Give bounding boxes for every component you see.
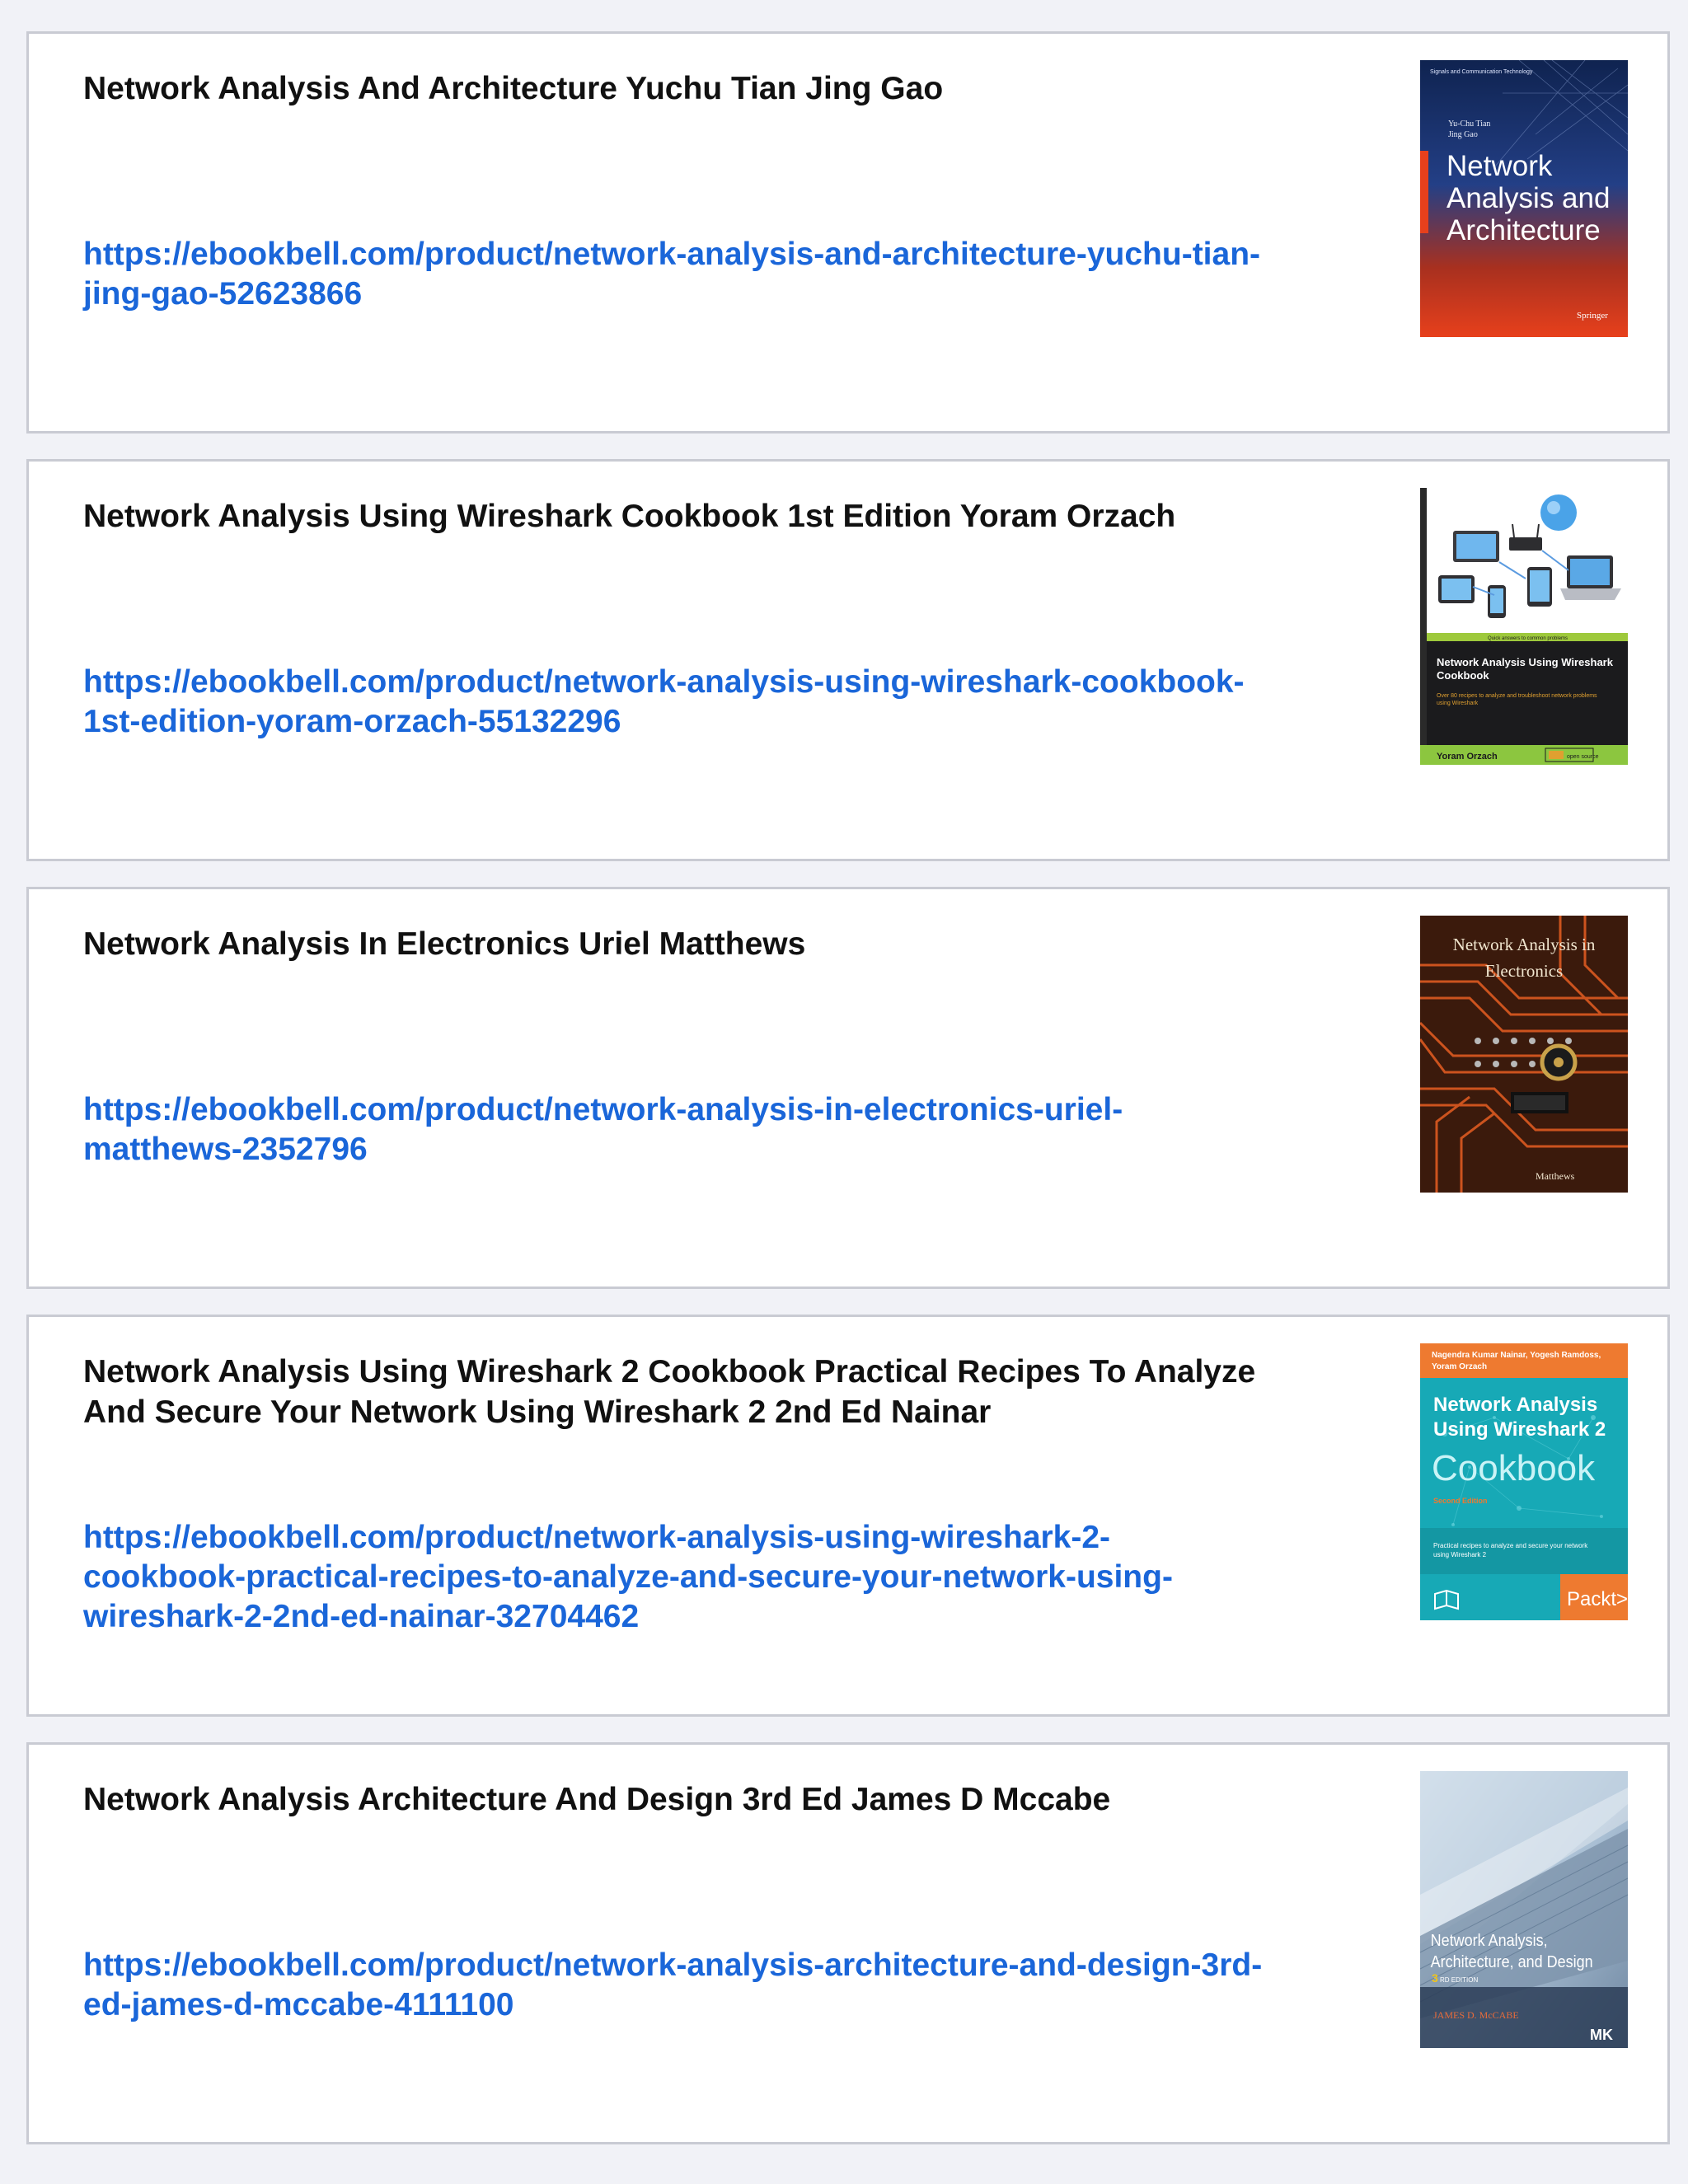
cover-tagline-text: Quick answers to common problems bbox=[1488, 636, 1568, 641]
cover-author-text: Matthews bbox=[1536, 1170, 1575, 1182]
book-cover-art bbox=[1420, 488, 1628, 765]
results-list bbox=[26, 31, 1670, 2170]
result-link[interactable]: https://ebookbell.com/product/network-analysis-using-wireshark-cookbook-1st-edition-yoram-orzach-55132296 bbox=[83, 664, 1245, 739]
result-link[interactable]: https://ebookbell.com/product/network-analysis-using-wireshark-2-cookbook-practical-recipes-to-analyze-and-secure-your-network-using-wireshark-2-2nd-ed-nainar-32704462 bbox=[83, 1520, 1173, 1634]
cover-subtitle-text: Over 80 recipes to analyze and troubleshoot network problems bbox=[1437, 693, 1597, 699]
result-link[interactable]: https://ebookbell.com/product/network-analysis-in-electronics-uriel-matthews-2352796 bbox=[83, 1092, 1123, 1167]
cover-title-text: Analysis and bbox=[1447, 182, 1611, 214]
book-cover-image[interactable] bbox=[1420, 1343, 1628, 1620]
cover-publisher-text: Packt> bbox=[1567, 1588, 1628, 1610]
result-title: Network Analysis And Architecture Yuchu Tian Jing Gao bbox=[83, 71, 944, 106]
cover-title-text: Cookbook bbox=[1437, 669, 1489, 682]
cover-title-text: Using Wireshark 2 bbox=[1433, 1418, 1606, 1441]
book-cover-image[interactable] bbox=[1420, 488, 1628, 765]
book-cover-art bbox=[1420, 916, 1628, 1193]
result-title: Network Analysis Using Wireshark 2 Cookbook Practical Recipes To Analyze And Secure Your Network Using Wireshark 2 2nd Ed Nainar bbox=[83, 1354, 1256, 1430]
book-cover-image[interactable] bbox=[1420, 916, 1628, 1193]
cover-author-text: Yu-Chu Tian bbox=[1448, 120, 1491, 129]
cover-series-text: Signals and Communication Technology bbox=[1430, 69, 1533, 75]
result-link[interactable]: https://ebookbell.com/product/network-analysis-and-architecture-yuchu-tian-jing-gao-52623866 bbox=[83, 237, 1261, 312]
result-card bbox=[26, 1315, 1670, 1717]
cover-title-text: Network bbox=[1447, 150, 1553, 182]
cover-title-text: Network Analysis, bbox=[1430, 1932, 1548, 1951]
cover-title-text: Network Analysis Using Wireshark bbox=[1437, 656, 1613, 668]
cover-title-text: Architecture bbox=[1447, 214, 1601, 246]
cover-publisher-text: open source bbox=[1567, 754, 1599, 760]
cover-title-text: Electronics bbox=[1484, 961, 1564, 981]
book-cover-art bbox=[1420, 1343, 1628, 1620]
result-card bbox=[26, 1742, 1670, 2144]
cover-edition-number: 3 bbox=[1432, 1971, 1438, 1985]
cover-publisher-text: MK bbox=[1590, 2027, 1613, 2043]
cover-subtitle-text: using Wireshark 2 bbox=[1433, 1551, 1487, 1558]
result-card bbox=[26, 31, 1670, 434]
cover-title-text: Architecture, and Design bbox=[1430, 1953, 1593, 1972]
result-title: Network Analysis Using Wireshark Cookbook 1st Edition Yoram Orzach bbox=[83, 499, 1176, 534]
cover-big-word-text: Cookbook bbox=[1432, 1448, 1596, 1488]
cover-title-text: Network Analysis bbox=[1433, 1394, 1598, 1416]
cover-edition-text: Second Edition bbox=[1433, 1497, 1488, 1505]
result-title: Network Analysis Architecture And Design 3rd Ed James D Mccabe bbox=[83, 1782, 1111, 1817]
result-title: Network Analysis In Electronics Uriel Matthews bbox=[83, 926, 806, 962]
cover-author-text: Yoram Orzach bbox=[1437, 752, 1498, 762]
cover-edition-text: RD EDITION bbox=[1440, 1976, 1479, 1984]
result-card bbox=[26, 459, 1670, 861]
cover-author-text: Jing Gao bbox=[1448, 130, 1478, 139]
result-link[interactable]: https://ebookbell.com/product/network-analysis-architecture-and-design-3rd-ed-james-d-mccabe-4111100 bbox=[83, 1947, 1263, 2022]
cover-subtitle-text: using Wireshark bbox=[1437, 701, 1479, 706]
book-cover-image[interactable] bbox=[1420, 60, 1628, 337]
cover-author-text: JAMES D. McCABE bbox=[1433, 2009, 1519, 2021]
book-cover-image[interactable] bbox=[1420, 1771, 1628, 2048]
result-card bbox=[26, 887, 1670, 1289]
cover-subtitle-text: Practical recipes to analyze and secure your network bbox=[1433, 1542, 1588, 1549]
book-cover-art bbox=[1420, 60, 1628, 337]
book-cover-art bbox=[1420, 1771, 1628, 2048]
cover-publisher-text: Springer bbox=[1577, 311, 1608, 321]
cover-author-text: Yoram Orzach bbox=[1432, 1362, 1488, 1371]
cover-title-text: Network Analysis in bbox=[1452, 935, 1596, 954]
cover-author-text: Nagendra Kumar Nainar, Yogesh Ramdoss, bbox=[1432, 1351, 1601, 1360]
